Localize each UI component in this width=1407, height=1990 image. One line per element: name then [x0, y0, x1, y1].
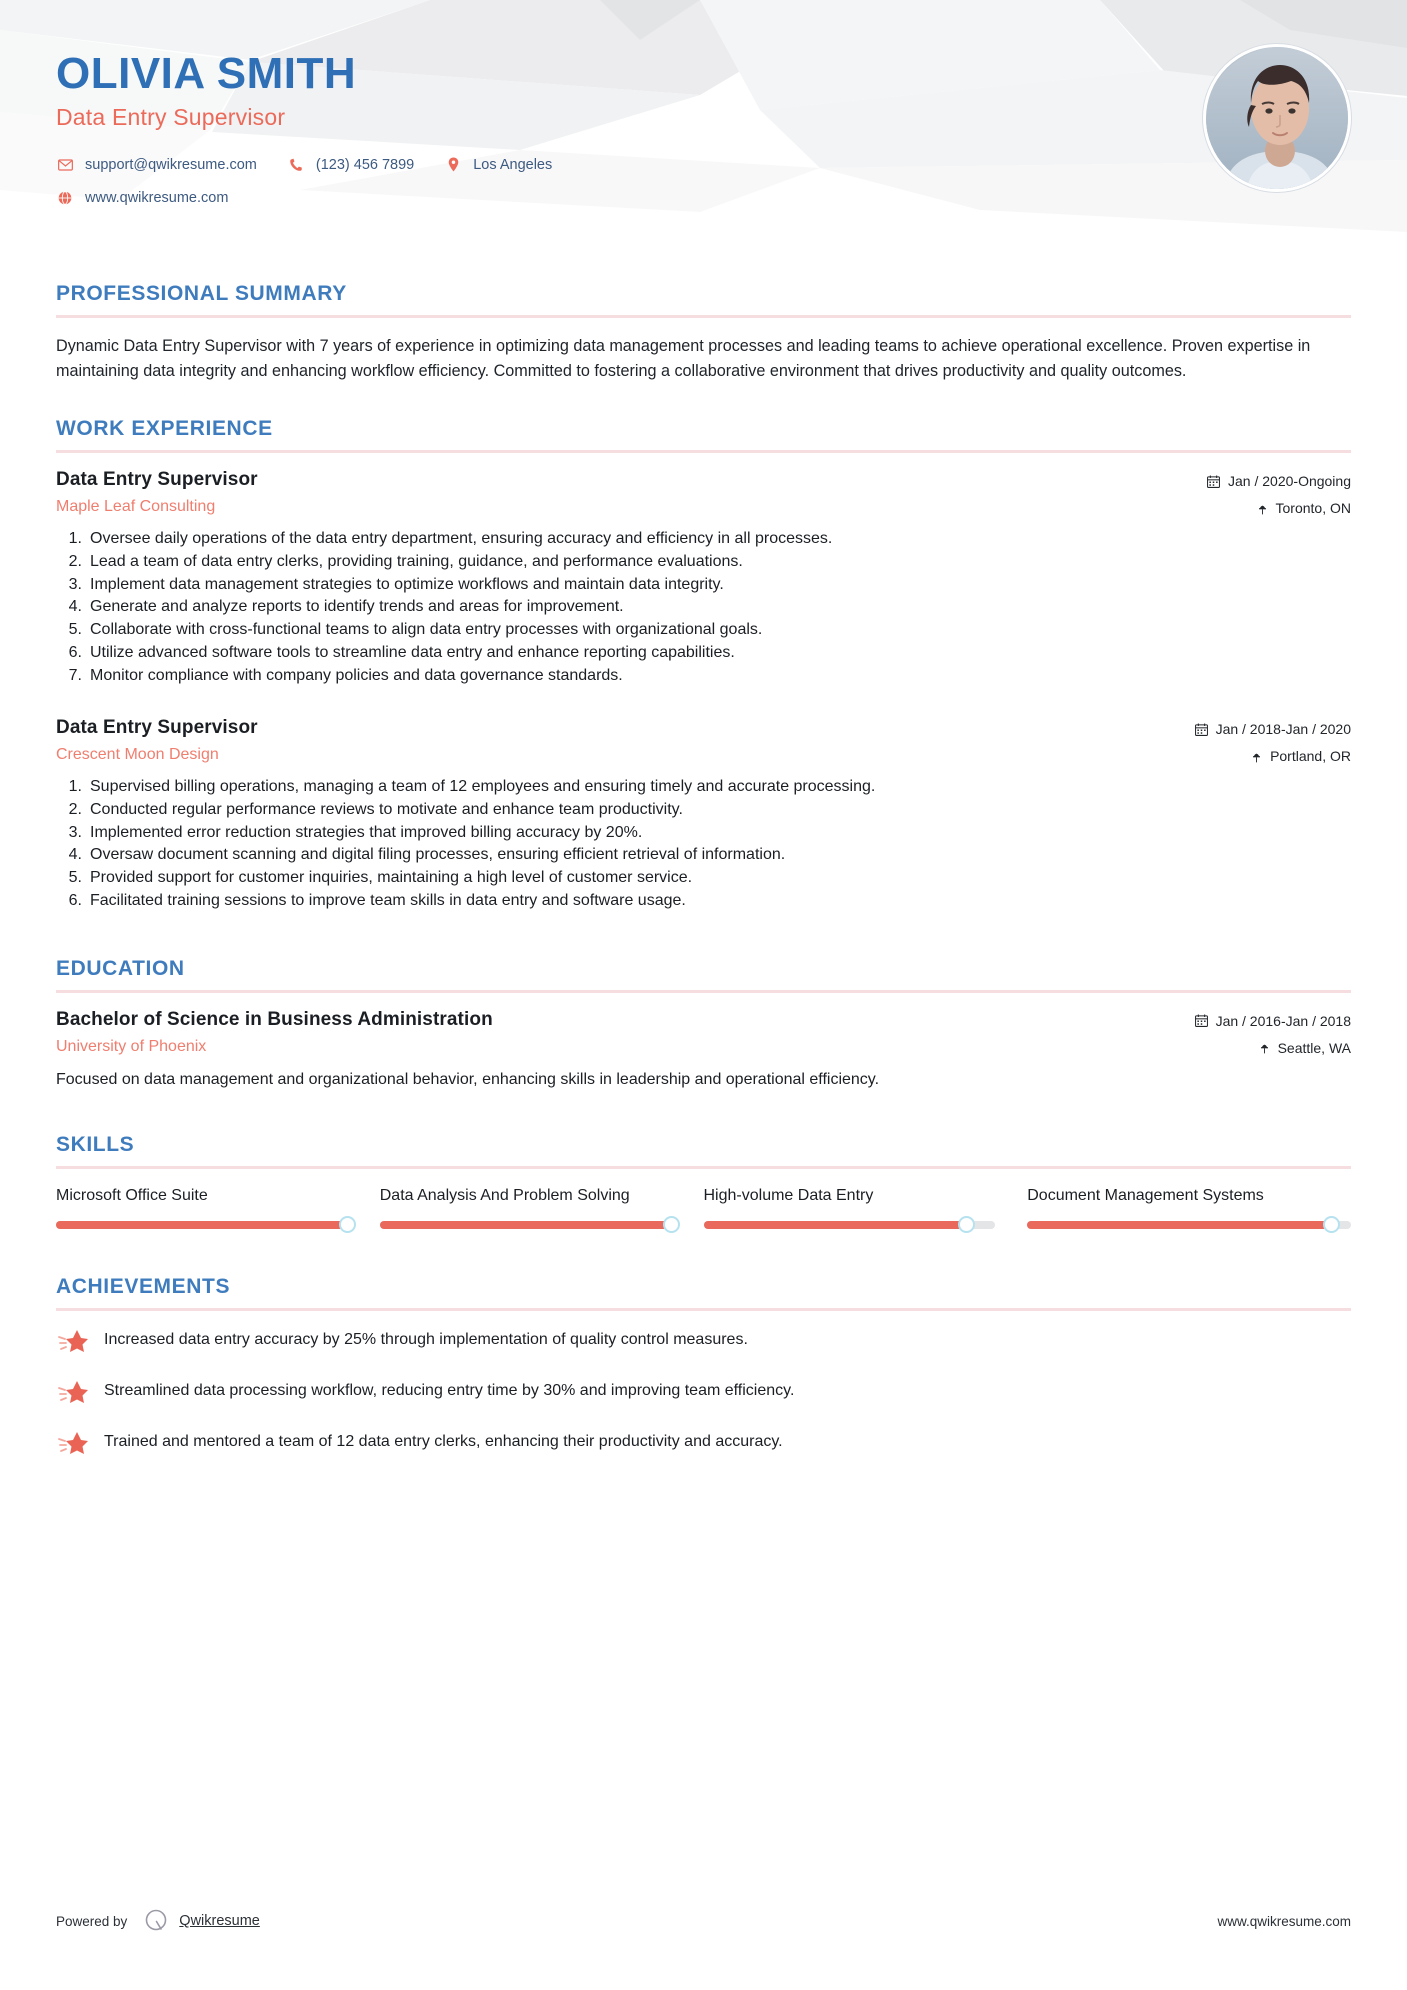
section-title-work: WORK EXPERIENCE — [56, 417, 273, 441]
section-divider — [56, 1308, 1351, 1311]
skill-slider[interactable] — [380, 1221, 672, 1229]
list-item — [56, 596, 1351, 619]
section-achievements — [56, 1275, 1351, 1458]
job-date-line — [1195, 721, 1351, 737]
list-item — [56, 776, 1351, 799]
resume-header — [0, 0, 1407, 248]
contact-email-text: support@qwikresume.com — [85, 156, 257, 173]
section-skills — [56, 1133, 1351, 1229]
contact-location — [444, 157, 552, 173]
work-entry — [56, 469, 1351, 687]
bullet-number: 2. — [68, 801, 82, 818]
bullet-number: 1. — [68, 778, 82, 796]
pin-icon — [1257, 502, 1268, 515]
list-item — [56, 799, 1351, 822]
education-date-text: Jan / 2016-Jan / 2018 — [1215, 1012, 1351, 1029]
powered-by-label: Powered by — [56, 1913, 128, 1929]
education-entry-meta — [1195, 1009, 1351, 1056]
section-title-education: EDUCATION — [56, 956, 185, 980]
bullet-number: 4. — [68, 598, 82, 616]
calendar-icon — [1207, 475, 1220, 488]
contact-location-text: Los Angeles — [473, 156, 553, 173]
skill-slider[interactable] — [56, 1221, 348, 1229]
footer-branding — [56, 1908, 260, 1934]
skill-slider-fill — [1027, 1221, 1331, 1229]
bullet-text: Conducted regular performance reviews to motivate and enhance team productivity. — [90, 801, 683, 818]
list-item — [56, 619, 1351, 642]
section-title-achievements: ACHIEVEMENTS — [56, 1274, 231, 1298]
work-entry-head — [56, 717, 1351, 764]
achievement-item — [56, 1327, 1351, 1356]
contact-phone[interactable] — [287, 157, 414, 173]
list-item — [56, 844, 1351, 867]
bullet-text: Oversee daily operations of the data entry department, ensuring accuracy and efficiency in all processes. — [90, 530, 833, 548]
education-entry-left — [56, 1009, 1195, 1056]
bullet-text: Implemented error reduction strategies that improved billing accuracy by 20%. — [90, 823, 643, 841]
work-entry — [56, 717, 1351, 912]
skill-item — [704, 1185, 1028, 1229]
skill-slider[interactable] — [704, 1221, 996, 1229]
section-education — [56, 957, 1351, 1091]
bullet-text: Facilitated training sessions to improve team skills in data entry and software usage. — [90, 891, 686, 909]
skill-slider-knob[interactable] — [1323, 1216, 1340, 1233]
summary-text: Dynamic Data Entry Supervisor with 7 years of experience in optimizing data management processes and leading teams to achieve operational excellence. Proven expertise in maintaining data integrity and enhancing workflow efficiency. Committed to fostering a collaborative environment that drives productivity and quality outcomes. — [56, 337, 1311, 380]
section-divider — [56, 450, 1351, 453]
work-entry-left — [56, 717, 1195, 764]
skill-item — [380, 1185, 704, 1229]
section-title-skills: SKILLS — [56, 1132, 135, 1156]
email-icon — [56, 159, 74, 171]
bullet-text: Oversaw document scanning and digital filing processes, ensuring efficient retrieval of information. — [90, 846, 786, 864]
bullet-text: Utilize advanced software tools to streamline data entry and enhance reporting capabilities. — [90, 643, 735, 661]
list-item — [56, 551, 1351, 574]
skill-label: High-volume Data Entry — [703, 1186, 874, 1204]
bullet-number: 5. — [68, 621, 82, 639]
achievement-text: Streamlined data processing workflow, reducing entry time by 30% and improving team efficiency. — [104, 1381, 795, 1399]
achievement-text: Trained and mentored a team of 12 data entry clerks, enhancing their productivity and accuracy. — [104, 1432, 783, 1450]
phone-icon — [287, 158, 305, 172]
contact-email[interactable] — [56, 157, 257, 173]
skill-label: Microsoft Office Suite — [56, 1186, 208, 1204]
bullet-number: 3. — [68, 823, 82, 841]
work-entry-left — [56, 469, 1207, 516]
job-location-text: Portland, OR — [1270, 748, 1351, 765]
section-title-summary: PROFESSIONAL SUMMARY — [56, 282, 347, 305]
skill-slider[interactable] — [1027, 1221, 1351, 1229]
bullet-text: Supervised billing operations, managing a team of 12 employees and ensuring timely and accurate processing. — [90, 778, 876, 796]
star-icon — [56, 1429, 90, 1458]
pin-icon — [1259, 1041, 1270, 1054]
contact-phone-text: (123) 456 7899 — [315, 156, 415, 173]
skill-item — [1027, 1185, 1351, 1229]
contact-website[interactable] — [56, 190, 228, 206]
job-location-line — [1195, 748, 1351, 764]
star-icon — [56, 1378, 90, 1407]
bullet-number: 4. — [68, 846, 82, 864]
job-location-text: Toronto, ON — [1275, 500, 1351, 517]
bullet-number: 6. — [68, 891, 82, 909]
section-professional-summary — [56, 282, 1351, 383]
bullet-text: Provided support for customer inquiries, maintaining a high level of customer service. — [90, 869, 693, 887]
bullet-text: Lead a team of data entry clerks, providing training, guidance, and performance evaluations. — [90, 552, 743, 570]
skill-slider-fill — [380, 1221, 672, 1229]
bullet-number: 3. — [68, 575, 82, 593]
list-item — [56, 574, 1351, 597]
skill-slider-fill — [704, 1221, 967, 1229]
resume-body — [0, 282, 1407, 1458]
work-entry-meta — [1195, 717, 1351, 764]
list-item — [56, 867, 1351, 890]
skill-label: Data Analysis And Problem Solving — [379, 1186, 630, 1204]
skill-label: Document Management Systems — [1027, 1186, 1264, 1204]
skill-item — [56, 1185, 380, 1229]
skills-grid — [56, 1185, 1351, 1229]
job-date-line — [1207, 473, 1351, 489]
calendar-icon — [1195, 1014, 1208, 1027]
education-location-text: Seattle, WA — [1277, 1039, 1351, 1056]
avatar-photo — [1206, 47, 1351, 192]
list-item — [56, 642, 1351, 665]
education-date-line — [1195, 1013, 1351, 1029]
bullet-text: Monitor compliance with company policies and data governance standards. — [90, 666, 623, 684]
list-item — [56, 665, 1351, 688]
company-name: Crescent Moon Design — [56, 746, 219, 764]
skill-slider-knob[interactable] — [663, 1216, 680, 1233]
job-date-text: Jan / 2020-Ongoing — [1228, 473, 1351, 490]
job-title: Data Entry Supervisor — [56, 717, 258, 739]
work-entry-meta — [1207, 469, 1351, 516]
list-item — [56, 528, 1351, 551]
job-location-line — [1207, 500, 1351, 516]
globe-icon — [56, 191, 74, 205]
location-pin-icon — [444, 157, 462, 172]
degree-title: Bachelor of Science in Business Administration — [56, 1008, 493, 1030]
contact-row-primary — [56, 157, 1351, 173]
section-work-experience — [56, 417, 1351, 912]
calendar-icon — [1195, 723, 1208, 736]
qwikresume-link[interactable]: Qwikresume — [179, 1913, 260, 1929]
bullet-number: 5. — [68, 869, 82, 887]
bullet-text: Generate and analyze reports to identify trends and areas for improvement. — [90, 598, 624, 616]
page-footer — [56, 1908, 1351, 1934]
bullet-number: 1. — [68, 530, 82, 548]
contact-row-secondary — [56, 190, 1351, 206]
qwikresume-logo-icon — [143, 1908, 169, 1934]
candidate-name: OLIVIA SMITH — [56, 49, 357, 98]
section-divider — [56, 1166, 1351, 1169]
skill-slider-fill — [56, 1221, 348, 1229]
list-item — [56, 890, 1351, 913]
list-item — [56, 822, 1351, 845]
education-location-line — [1195, 1040, 1351, 1056]
education-entry-head — [56, 1009, 1351, 1056]
footer-website: www.qwikresume.com — [1217, 1913, 1351, 1929]
star-icon — [56, 1327, 90, 1356]
education-entry — [56, 1009, 1351, 1091]
job-date-text: Jan / 2018-Jan / 2020 — [1215, 721, 1351, 738]
education-description: Focused on data management and organizational behavior, enhancing skills in leadership and operational efficiency. — [56, 1070, 880, 1088]
skill-slider-knob[interactable] — [958, 1216, 975, 1233]
school-name: University of Phoenix — [56, 1037, 207, 1055]
bullet-text: Implement data management strategies to optimize workflows and maintain data integrity. — [90, 575, 724, 593]
achievement-item — [56, 1429, 1351, 1458]
achievement-item — [56, 1378, 1351, 1407]
job-title: Data Entry Supervisor — [56, 469, 258, 491]
bullet-number: 6. — [68, 643, 82, 661]
section-divider — [56, 990, 1351, 993]
contact-website-text: www.qwikresume.com — [85, 189, 229, 206]
job-bullet-list — [56, 528, 1351, 687]
work-entry-head — [56, 469, 1351, 516]
candidate-role: Data Entry Supervisor — [56, 103, 286, 130]
section-divider — [56, 315, 1351, 318]
pin-icon — [1251, 750, 1262, 763]
skill-slider-knob[interactable] — [339, 1216, 356, 1233]
company-name: Maple Leaf Consulting — [56, 498, 216, 516]
achievement-text: Increased data entry accuracy by 25% through implementation of quality control measures. — [104, 1330, 748, 1348]
job-bullet-list — [56, 776, 1351, 912]
bullet-number: 7. — [68, 666, 82, 684]
avatar — [1203, 44, 1351, 192]
bullet-text: Collaborate with cross-functional teams to align data entry processes with organizational goals. — [90, 621, 763, 639]
bullet-number: 2. — [68, 552, 82, 570]
